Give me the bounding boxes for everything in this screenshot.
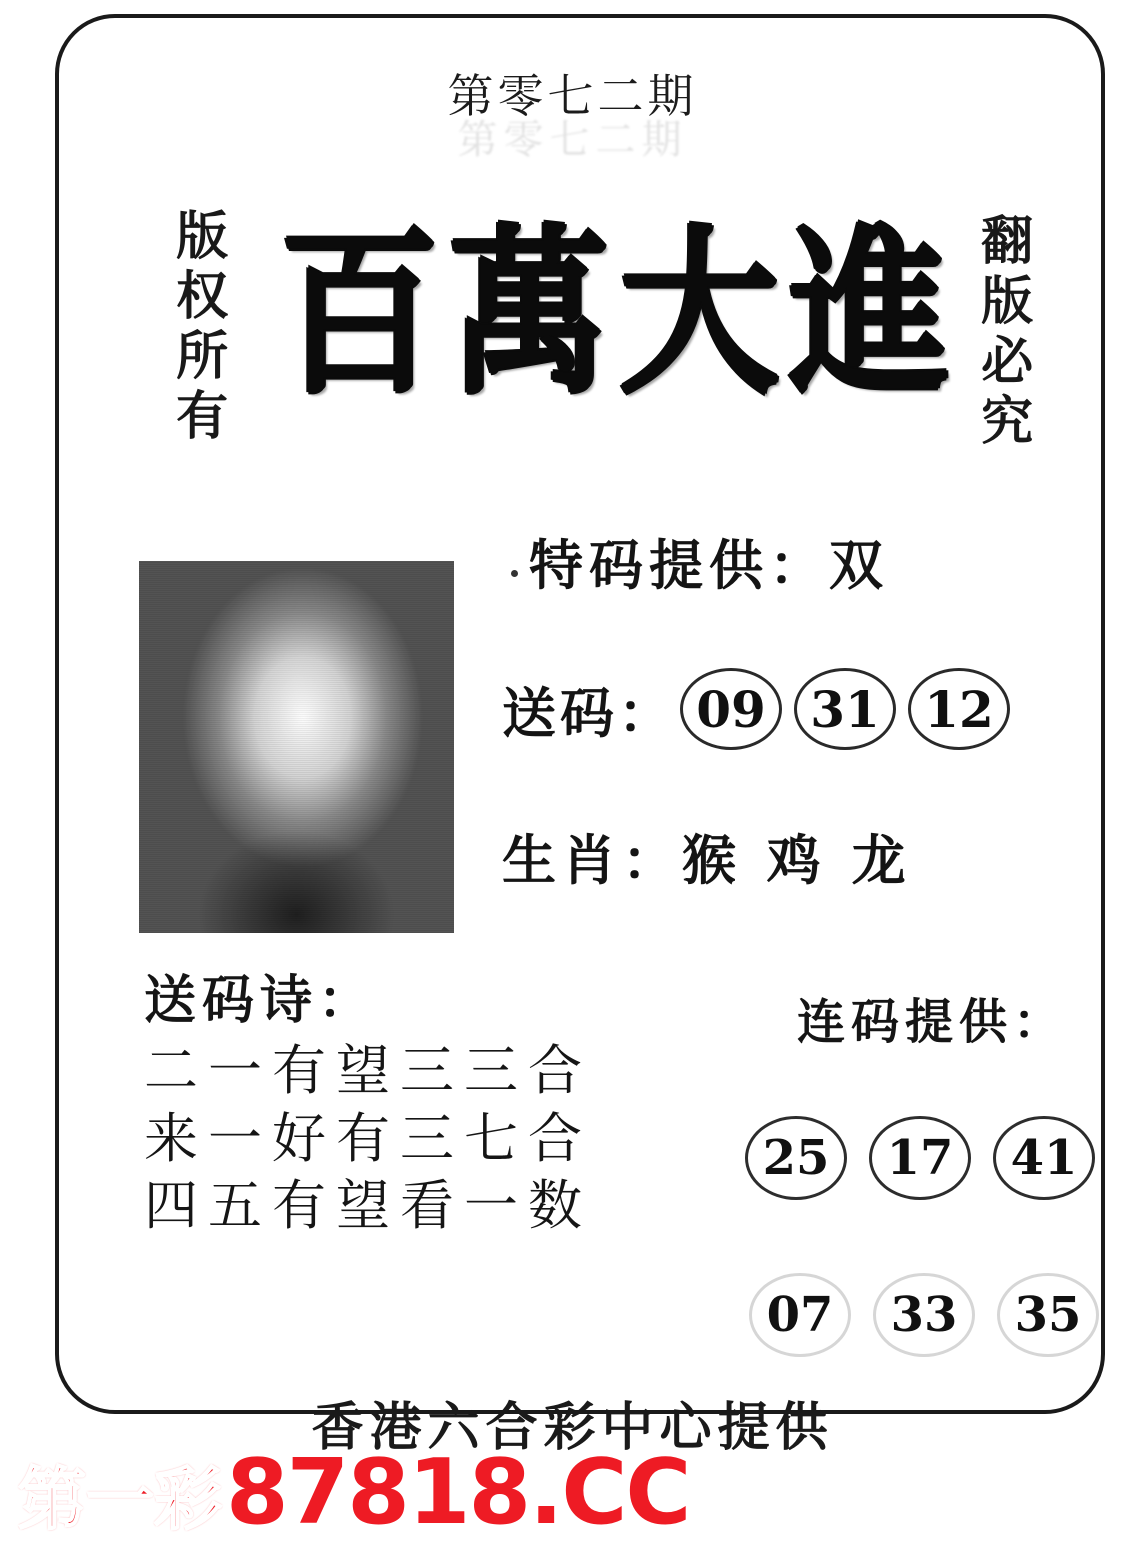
send-code-ball: 09 [680,668,782,750]
footer-text: 香港六合彩中心提供 [311,1397,834,1458]
lianma-ball: 33 [873,1273,975,1357]
poster-title: 百萬大進 [278,207,959,419]
send-code-row [502,668,1022,750]
send-code-ball: 12 [908,668,1010,750]
watermark-domain: 87818.CC [226,1440,690,1545]
lianma-ball: 07 [749,1273,851,1357]
poem-line: 来一好有三七合 [144,1106,592,1170]
lianma-ball: 41 [993,1116,1095,1200]
watermark [18,1440,689,1545]
special-code-line [529,523,889,600]
poem-line: 二一有望三三合 [144,1039,592,1102]
poster-card [55,14,1105,1414]
portrait-photo [139,561,454,933]
lianma-title: 连码提供： [797,994,1068,1050]
lianma-row-1 [745,1116,1117,1200]
send-code-ball: 31 [794,668,896,750]
zodiac-value: 猴 鸡 龙 [682,828,912,892]
issue-number-ghost: 第零七二期 [457,117,688,163]
zodiac-line [502,818,912,895]
poem-line: 四五有望看一数 [144,1174,592,1237]
special-code-label: 特码提供： [529,533,829,597]
copyright-right-text: 翻版必究 [971,213,1033,453]
watermark-brand: 第一彩 [18,1460,223,1540]
special-code-value: 双 [829,533,889,597]
lianma-ball: 17 [869,1116,971,1200]
decorative-dot [511,570,518,577]
lianma-row-2 [749,1273,1121,1357]
lianma-ball: 35 [997,1273,1099,1357]
copyright-left-text: 版权所有 [166,208,228,448]
zodiac-label: 生肖： [502,828,682,892]
poem-block [144,958,592,1240]
issue-number: 第零七二期 [447,69,698,123]
send-code-label: 送码： [502,680,676,745]
lianma-ball: 25 [745,1116,847,1200]
poem-title: 送码诗： [144,970,377,1031]
